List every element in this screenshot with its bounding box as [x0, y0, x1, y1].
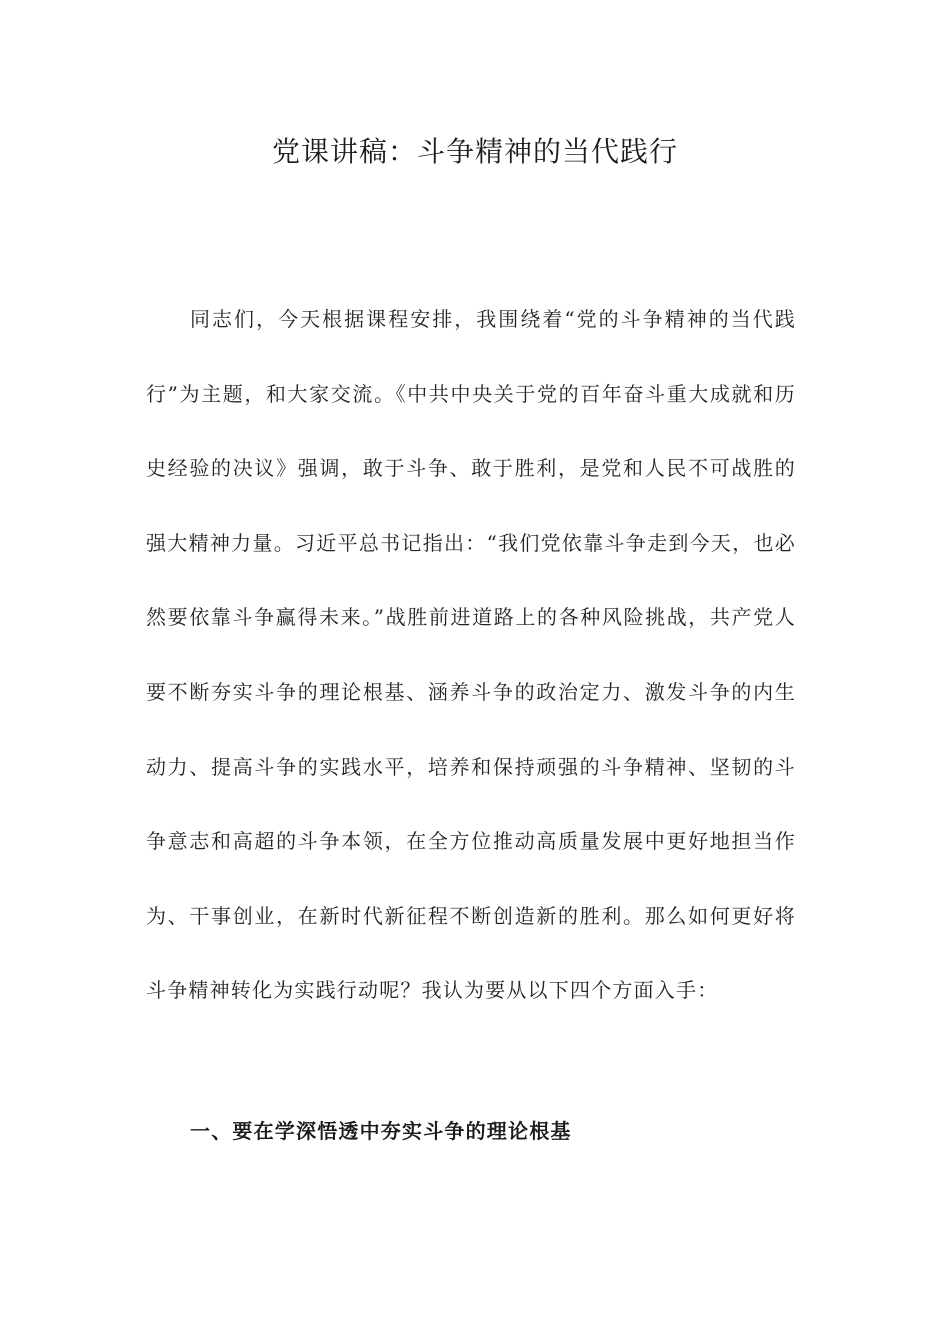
document-title: 党课讲稿：斗争精神的当代践行: [271, 135, 678, 168]
section-heading-1: 一、要在学深悟透中夯实斗争的理论根基: [190, 1119, 572, 1143]
intro-paragraph: 同志们，今天根据课程安排，我围绕着“党的斗争精神的当代践行”为主题，和大家交流。《中共中央关于党的百年奋斗重大成就和历史经验的决议》强调，敢于斗争、敢于胜利，是党和人民不可战胜的强大精神力量。习近平总书记指出：“我们党依靠斗争走到今天，也必然要依靠斗争赢得未来。”战胜前进道路上的各种风险挑战，共产党人要不断夯实斗争的理论根基、涵养斗争的政治定力、激发斗争的内生动力、提高斗争的实践水平，培养和保持顽强的斗争精神、坚韧的斗争意志和高超的斗争本领，在全方位推动高质量发展中更好地担当作为、干事创业，在新时代新征程不断创造新的胜利。那么如何更好将斗争精神转化为实践行动呢？我认为要从以下四个方面入手：: [146, 307, 796, 1003]
